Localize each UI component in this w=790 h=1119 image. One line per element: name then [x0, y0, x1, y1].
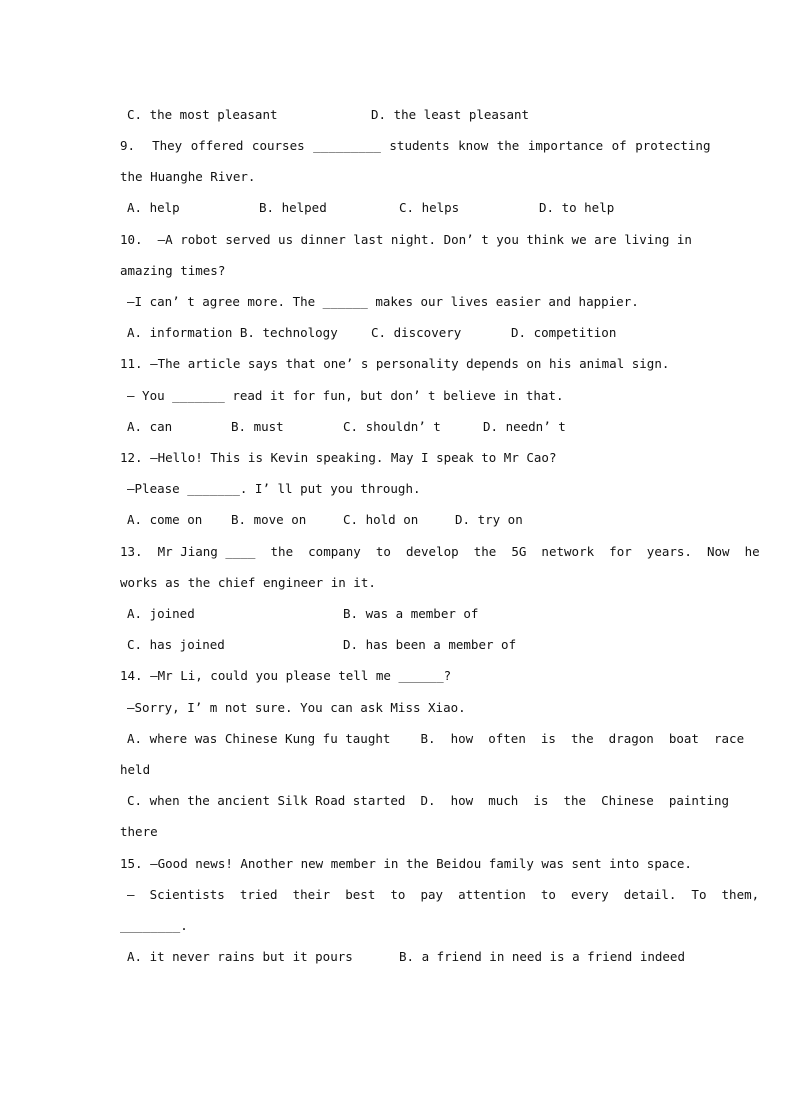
q13-option-c: C. has joined [127, 637, 225, 652]
q15-option-b: B. a friend in need is a friend indeed [399, 949, 685, 964]
question-13-text: 13. Mr Jiang ____ the company to develop the 5G network for years. Now he [120, 544, 760, 559]
question-14-reply: —Sorry, I’ m not sure. You can ask Miss Xiao. [127, 700, 466, 715]
q12-option-a: A. come on [127, 512, 203, 527]
question-12-text: 12. —Hello! This is Kevin speaking. May I speak to Mr Cao? [120, 450, 557, 465]
q9-option-d: D. to help [539, 200, 615, 215]
q14-options-a-b-cont: held [120, 762, 151, 777]
q8-option-c: C. the most pleasant [127, 107, 278, 122]
q13-option-b: B. was a member of [343, 606, 479, 621]
question-13-text-cont: works as the chief engineer in it. [120, 575, 376, 590]
q10-option-c: C. discovery [371, 325, 462, 340]
question-11-reply: — You _______ read it for fun, but don’ t believe in that. [127, 388, 564, 403]
q11-option-a: A. can [127, 419, 173, 434]
q15-option-a: A. it never rains but it pours [127, 949, 353, 964]
q11-option-d: D. needn’ t [483, 419, 566, 434]
question-11-text: 11. —The article says that one’ s personality depends on his animal sign. [120, 356, 670, 371]
question-10-reply: —I can’ t agree more. The ______ makes our lives easier and happier. [127, 294, 639, 309]
q12-option-d: D. try on [455, 512, 523, 527]
question-9-text: 9. They offered courses _________ students know the importance of protecting [120, 138, 711, 153]
question-10-text: 10. —A robot served us dinner last night. Don’ t you think we are living in [120, 232, 692, 247]
question-14-text: 14. —Mr Li, could you please tell me ______? [120, 668, 452, 683]
q11-option-c: C. shouldn’ t [343, 419, 441, 434]
q12-option-c: C. hold on [343, 512, 419, 527]
question-15-text: 15. —Good news! Another new member in the Beidou family was sent into space. [120, 856, 692, 871]
q9-option-b: B. helped [259, 200, 327, 215]
q13-option-a: A. joined [127, 606, 195, 621]
q9-option-c: C. helps [399, 200, 460, 215]
question-10-text-cont: amazing times? [120, 263, 226, 278]
q11-option-b: B. must [231, 419, 284, 434]
q14-options-a-b: A. where was Chinese Kung fu taught B. how often is the dragon boat race [127, 731, 745, 746]
question-12-reply: —Please _______. I’ ll put you through. [127, 481, 421, 496]
question-15-reply: — Scientists tried their best to pay attention to every detail. To them, [127, 887, 760, 902]
q14-options-c-d: C. when the ancient Silk Road started D. how much is the Chinese painting [127, 793, 730, 808]
q13-option-d: D. has been a member of [343, 637, 517, 652]
question-15-reply-cont: ________. [120, 918, 188, 933]
question-9-text-cont: the Huanghe River. [120, 169, 256, 184]
q14-options-c-d-cont: there [120, 824, 158, 839]
q8-option-d: D. the least pleasant [371, 107, 530, 122]
q10-option-a-b: A. information B. technology [127, 325, 338, 340]
q10-option-d: D. competition [511, 325, 617, 340]
q12-option-b: B. move on [231, 512, 307, 527]
q9-option-a: A. help [127, 200, 180, 215]
